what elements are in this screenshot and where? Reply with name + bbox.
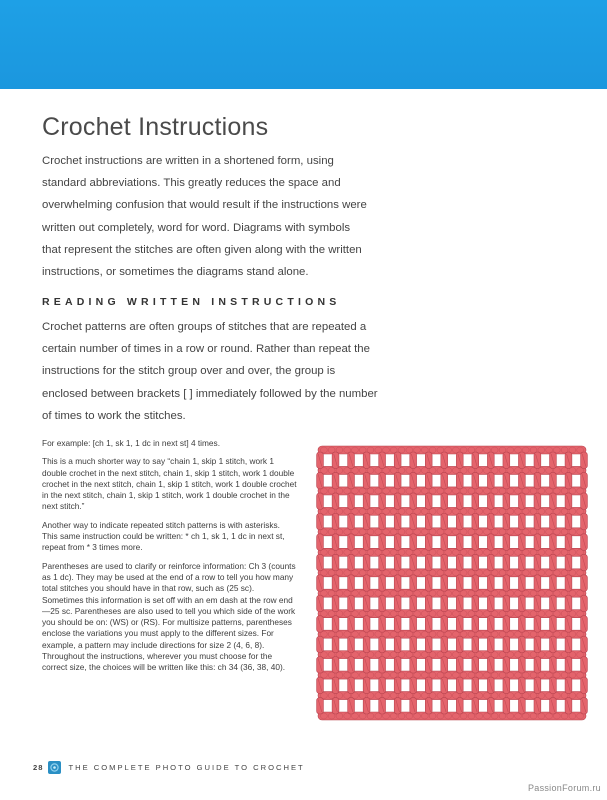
example-paragraph: For example: [ch 1, sk 1, 1 dc in next st] 4 times. — [42, 438, 220, 448]
page-footer — [33, 760, 305, 774]
header-band — [0, 0, 607, 89]
book-title: THE COMPLETE PHOTO GUIDE TO CROCHET — [68, 762, 305, 772]
watermark: PassionForum.ru — [527, 783, 601, 793]
page-number: 28 — [33, 762, 44, 772]
intro-paragraph: Crochet instructions are written in a shortened form, using standard abbreviations. This greatly reduces the space and overwhelming confusion that would result if the instructions were written out completely, word for word. Diagrams with symbols that represent the stitches are often given along with the written instructions, or sometimes the diagrams stand alone. — [42, 155, 367, 279]
section-heading: READING WRITTEN INSTRUCTIONS — [42, 296, 341, 308]
section-body-paragraph: Crochet patterns are often groups of stitches that are repeated a certain number of times in a row or round. Rather than repeat the instructions for the stitch group over and over, the group is enclosed between brackets [ ] immediately followed by the number of times to work the stitches. — [42, 321, 378, 422]
asterisk-paragraph: Another way to indicate repeated stitch patterns is with asterisks. This same instruction could be written: * ch 1, sk 1, 1 dc in next st, repeat from * 3 times more. — [42, 519, 285, 553]
parentheses-paragraph: Parentheses are used to clarify or reinforce information: Ch 3 (counts as 1 dc). They may be used at the end of a row to tell you how many total stitches you should have in that row, such as (25 sc). Sometimes this information is set off with an em dash at the row end—25 sc. Parentheses are also used to tell you which side of the work you should be on: (WS) or (RS). For multisize patterns, parentheses enclose the variations you must apply to the different sizes. For example, a pattern may include directions for size 2 (4, 6, 8). Throughout the instructions, wherever you must choose for the correct size, the choices will be written like this: ch 34 (36, 38, 40). — [42, 560, 296, 673]
page-title: Crochet Instructions — [42, 113, 269, 141]
crochet-swatch-image — [314, 444, 590, 722]
longhand-paragraph: This is a much shorter way to say “chain 1, skip 1 stitch, work 1 double crochet in the next stitch, chain 1, skip 1 stitch, work 1 double crochet in the next stitch, chain 1, skip 1 stitch, work 1 double crochet in the next stitch, chain 1, skip 1 stitch, work 1 double crochet in the next stitch.” — [42, 456, 297, 512]
book-logo-icon — [48, 761, 61, 774]
details-column — [42, 438, 297, 681]
